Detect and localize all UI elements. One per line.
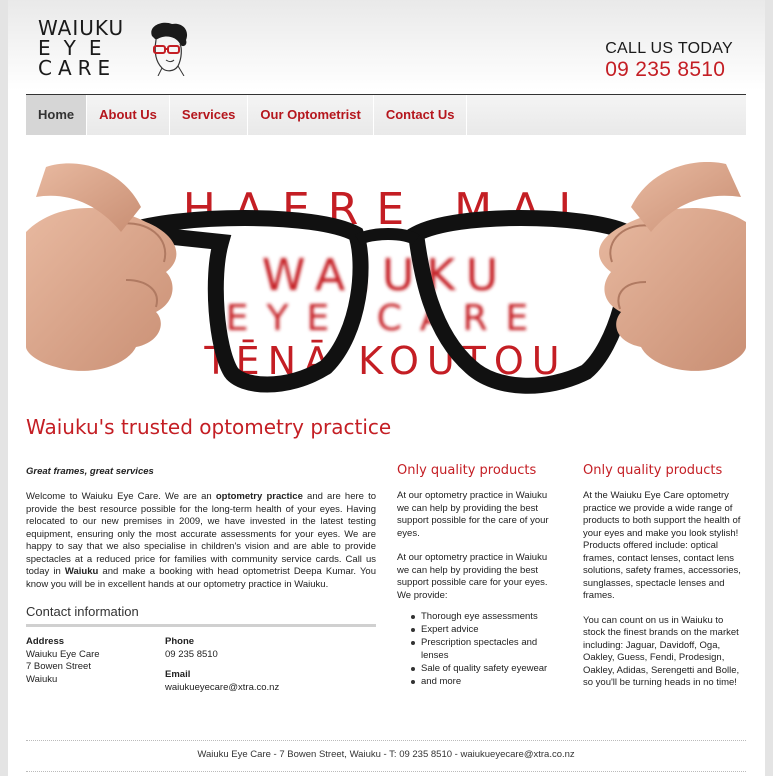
- list-item: Thorough eye assessments: [411, 610, 557, 623]
- intro-text-3: and make a booking with head optometrist Deepa Kumar. You know you will be in excellent hands at our optometry practice in Waiuku.: [26, 566, 376, 590]
- col3-paragraph-1: At the Waiuku Eye Care optometry practice we provide a wide range of products to both support the health of your eyes and make you look stylish! Products offered include: optical frames, contact lenses, contact lens solutions, safety frames, accessories, sunglasses, spectacle lenses and frames.: [583, 490, 741, 601]
- list-item: and more: [411, 675, 557, 688]
- intro-paragraph: [26, 491, 376, 591]
- email-label: Email: [165, 669, 191, 680]
- intro-bold-2: Waiuku: [64, 566, 99, 577]
- contact-info-title: Contact information: [26, 604, 139, 619]
- main-nav: [26, 94, 746, 135]
- nav-contact-us[interactable]: Contact Us: [374, 95, 468, 135]
- intro-text-2: and are here to provide the best resource possible for the long-term health of your eyes. Having relocated to our new premises in 2009, we have invested in the latest testing equipment, ensuring only the most accurate assessments for your eyes. We are happy to say that we also specialise in children's vision and are able to provide spectacles at a reduced price for families with community service cards. Call us today in: [26, 491, 377, 577]
- contact-email: [165, 669, 279, 694]
- footer-text: Waiuku Eye Care - 7 Bowen Street, Waiuku - T: 09 235 8510 - waiukueyecare@xtra.co.nz: [197, 749, 575, 760]
- address-line-1: Waiuku Eye Care: [26, 648, 100, 660]
- hero-text-waiuku: WAIUKU: [261, 250, 511, 301]
- site-logo[interactable]: [38, 18, 198, 80]
- address-label: Address: [26, 636, 65, 647]
- logo-wordmark: [38, 18, 124, 78]
- col2-paragraph-1: At our optometry practice in Waiuku we can help by providing the best support possible for the care of your eyes.: [397, 490, 549, 539]
- hero-text-eye-care: EYE CARE: [225, 298, 547, 339]
- logo-line-2: EYE: [38, 36, 115, 60]
- logo-face-icon: [142, 22, 190, 76]
- col3-title: Only quality products: [583, 463, 723, 478]
- footer-divider-bottom: [26, 771, 746, 772]
- intro-subhead: Great frames, great services: [26, 466, 154, 477]
- page: [8, 0, 765, 776]
- contact-phone: [165, 636, 218, 661]
- phone-label: Phone: [165, 636, 195, 647]
- logo-line-3: CARE: [38, 56, 117, 80]
- nav-services[interactable]: Services: [170, 95, 249, 135]
- products-column-1: [397, 463, 557, 688]
- call-us-label: CALL US TODAY: [605, 40, 733, 57]
- contact-address: [26, 636, 100, 686]
- intro-bold-1: optometry practice: [215, 491, 303, 502]
- hero-glasses-image: [26, 162, 746, 402]
- nav-our-optometrist[interactable]: Our Optometrist: [248, 95, 373, 135]
- col2-title: Only quality products: [397, 463, 537, 478]
- logo-line-1: WAIUKU: [38, 16, 125, 40]
- phone-value[interactable]: 09 235 8510: [165, 648, 218, 660]
- list-item: Prescription spectacles and lenses: [411, 636, 557, 662]
- page-headline: Waiuku's trusted optometry practice: [26, 415, 392, 439]
- list-item: Sale of quality safety eyewear: [411, 662, 557, 675]
- address-line-3: Waiuku: [26, 673, 58, 685]
- intro-column: [26, 466, 376, 591]
- nav-home[interactable]: Home: [26, 95, 87, 135]
- list-item: Expert advice: [411, 623, 557, 636]
- nav-about-us[interactable]: About Us: [87, 95, 170, 135]
- footer-divider: [26, 740, 746, 741]
- col2-paragraph-2: At our optometry practice in Waiuku we can help by providing the best support possible care for your eyes. We provide:: [397, 552, 548, 601]
- contact-divider: [26, 624, 376, 627]
- services-list: [397, 610, 557, 688]
- call-us-block: [605, 40, 733, 82]
- intro-text-1: Welcome to Waiuku Eye Care. We are an: [26, 491, 216, 502]
- header-phone-number[interactable]: 09 235 8510: [605, 58, 726, 81]
- hero-text-tena-koutou: TĒNĀ KOUTOU: [204, 339, 568, 383]
- address-line-2: 7 Bowen Street: [26, 661, 91, 672]
- hero-banner: [26, 162, 746, 402]
- col3-paragraph-2: You can count on us in Waiuku to stock the finest brands on the market including: Jaguar, Davidoff, Oga, Oakley, Guess, Fendi, Prodesign, Oakley, Adidas, Serengetti and Bolle, so you'll be turning heads in no time!: [583, 614, 740, 688]
- email-link[interactable]: waiukueyecare@xtra.co.nz: [165, 681, 280, 693]
- products-column-2: [583, 463, 748, 702]
- hero-text-haere-mai: HAERE MAI: [182, 184, 590, 235]
